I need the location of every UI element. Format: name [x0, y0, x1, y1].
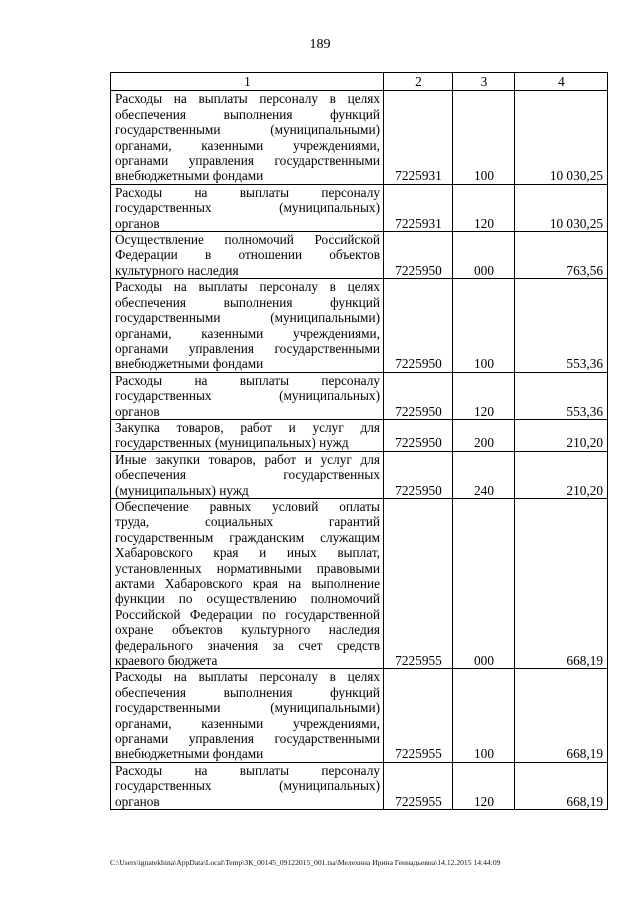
row-expense-type: 120 — [453, 762, 515, 809]
row-target-code: 7225955 — [384, 762, 453, 809]
description-line: органами управления государственными — [115, 731, 380, 747]
description-line: органов — [115, 793, 160, 809]
table-header-row — [111, 73, 608, 91]
header-col-1: 1 — [111, 73, 384, 91]
description-line: установленных нормативными правовыми — [115, 560, 380, 576]
description-line: обеспечения государственных — [115, 467, 380, 483]
row-expense-type: 000 — [453, 498, 515, 668]
description-line: государственных (муниципальных) — [115, 778, 380, 794]
row-amount: 668,19 — [515, 762, 608, 809]
row-description — [111, 91, 384, 184]
description-line: Обеспечение равных условий оплаты — [115, 498, 380, 514]
row-target-code: 7225931 — [384, 184, 453, 231]
row-target-code: 7225950 — [384, 419, 453, 451]
description-line: государственных (муниципальных) — [115, 388, 380, 404]
row-expense-type: 200 — [453, 419, 515, 451]
description-line: органами управления государственными — [115, 340, 380, 356]
row-target-code: 7225955 — [384, 498, 453, 668]
row-amount: 10 030,25 — [515, 91, 608, 184]
row-amount: 553,36 — [515, 279, 608, 372]
table-row — [111, 419, 608, 451]
row-expense-type: 120 — [453, 184, 515, 231]
row-expense-type: 240 — [453, 451, 515, 498]
description-line: органами, казенными учреждениями, — [115, 715, 380, 731]
description-line: Расходы на выплаты персоналу — [115, 372, 380, 388]
description-line: государственными (муниципальными) — [115, 310, 380, 326]
row-target-code: 7225950 — [384, 372, 453, 419]
row-target-code: 7225931 — [384, 91, 453, 184]
table-row — [111, 451, 608, 498]
row-expense-type: 100 — [453, 669, 515, 762]
description-line: государственных (муниципальных) — [115, 200, 380, 216]
description-line: краевого бюджета — [115, 653, 218, 669]
description-line: Расходы на выплаты персоналу в целях — [115, 279, 380, 295]
description-line: Хабаровского края и иных выплат, — [115, 545, 380, 561]
header-col-4: 4 — [515, 73, 608, 91]
row-description — [111, 279, 384, 372]
header-col-3: 3 — [453, 73, 515, 91]
row-description — [111, 762, 384, 809]
table-row — [111, 232, 608, 279]
description-line: Федерации в отношении объектов — [115, 247, 380, 263]
description-line: внебюджетными фондами — [115, 356, 264, 372]
table-row — [111, 498, 608, 668]
row-target-code: 7225950 — [384, 451, 453, 498]
table-row — [111, 372, 608, 419]
row-description — [111, 498, 384, 668]
row-description — [111, 419, 384, 451]
description-line: государственным гражданским служащим — [115, 529, 380, 545]
description-line: органами, казенными учреждениями, — [115, 137, 380, 153]
row-amount: 210,20 — [515, 419, 608, 451]
description-line: Иные закупки товаров, работ и услуг для — [115, 451, 380, 467]
description-line: обеспечения выполнения функций — [115, 106, 380, 122]
row-expense-type: 100 — [453, 279, 515, 372]
row-description — [111, 451, 384, 498]
description-line: государственными (муниципальными) — [115, 122, 380, 138]
row-amount: 763,56 — [515, 232, 608, 279]
table-row — [111, 184, 608, 231]
row-expense-type: 120 — [453, 372, 515, 419]
table-row — [111, 669, 608, 762]
description-line: Расходы на выплаты персоналу — [115, 762, 380, 778]
row-amount: 210,20 — [515, 451, 608, 498]
row-expense-type: 000 — [453, 232, 515, 279]
description-line: внебюджетными фондами — [115, 746, 264, 762]
description-line: культурного наследия — [115, 262, 239, 278]
description-line: Российской Федерации по государственной — [115, 606, 380, 622]
row-description — [111, 184, 384, 231]
description-line: обеспечения выполнения функций — [115, 294, 380, 310]
row-amount: 668,19 — [515, 498, 608, 668]
page-number: 189 — [309, 37, 331, 52]
row-description — [111, 372, 384, 419]
description-line: Расходы на выплаты персоналу в целях — [115, 91, 380, 107]
description-line: органами, казенными учреждениями, — [115, 325, 380, 341]
row-description — [111, 669, 384, 762]
description-line: органов — [115, 403, 160, 419]
header-col-2: 2 — [384, 73, 453, 91]
row-description — [111, 232, 384, 279]
description-line: внебюджетными фондами — [115, 168, 264, 184]
row-amount: 668,19 — [515, 669, 608, 762]
description-line: государственными (муниципальными) — [115, 700, 380, 716]
description-line: Расходы на выплаты персоналу — [115, 184, 380, 200]
description-line: Расходы на выплаты персоналу в целях — [115, 669, 380, 685]
table-row — [111, 91, 608, 184]
row-target-code: 7225955 — [384, 669, 453, 762]
row-amount: 553,36 — [515, 372, 608, 419]
table-body — [111, 73, 608, 810]
row-expense-type: 100 — [453, 91, 515, 184]
file-path-footer: C:\Users\ignatekhina\AppData\Local\Temp\ЗК_00145_09122015_001.tsa\Мелехина Ирина Геннадьевна\14.12.2015 14:44:09 — [110, 858, 501, 867]
row-target-code: 7225950 — [384, 232, 453, 279]
description-line: органов — [115, 215, 160, 231]
row-target-code: 7225950 — [384, 279, 453, 372]
description-line: охране объектов культурного наследия — [115, 622, 380, 638]
table-row — [111, 762, 608, 809]
description-line: функции по осуществлению полномочий — [115, 591, 380, 607]
description-line: федерального значения за счет средств — [115, 637, 380, 653]
description-line: Осуществление полномочий Российской — [115, 232, 380, 248]
table-row — [111, 279, 608, 372]
description-line: государственных (муниципальных) нужд — [115, 435, 349, 451]
description-line: Закупка товаров, работ и услуг для — [115, 419, 380, 435]
description-line: актами Хабаровского края на выполнение — [115, 576, 380, 591]
description-line: органами управления государственными — [115, 153, 380, 169]
description-line: (муниципальных) нужд — [115, 482, 249, 498]
description-line: обеспечения выполнения функций — [115, 684, 380, 700]
budget-table — [110, 72, 608, 810]
row-amount: 10 030,25 — [515, 184, 608, 231]
description-line: труда, социальных гарантий — [115, 514, 380, 530]
